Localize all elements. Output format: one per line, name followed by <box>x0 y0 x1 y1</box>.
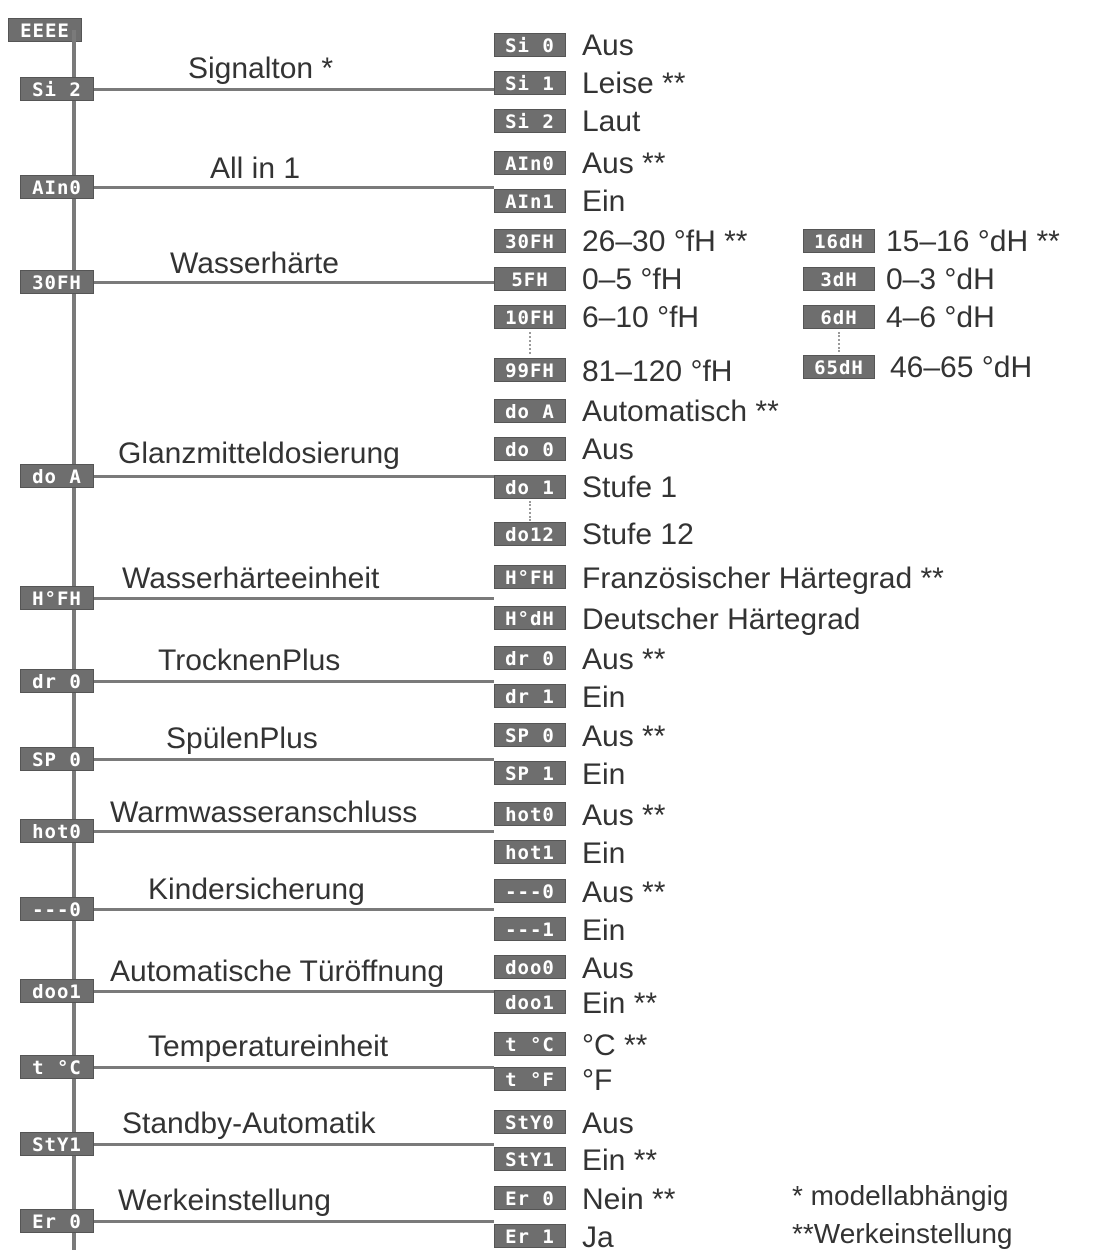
option-code: Er 1 <box>494 1224 566 1248</box>
option-text: Aus ** <box>582 147 666 180</box>
option-code: doo1 <box>494 990 566 1014</box>
option-text: Aus <box>582 952 634 985</box>
option-code: Er 0 <box>494 1186 566 1210</box>
option-text: Aus <box>582 1107 634 1140</box>
category-label-standby: Standby-Automatik <box>122 1107 376 1140</box>
branch-line-tueroeffnung <box>76 990 494 993</box>
continuation-dots <box>529 501 533 521</box>
option-text: Automatisch ** <box>582 395 779 428</box>
option-code: SP 0 <box>494 723 566 747</box>
branch-line-all-in-1 <box>76 186 494 189</box>
option-code: 10FH <box>494 305 566 329</box>
option-code: 99FH <box>494 358 566 382</box>
option-code: t °F <box>494 1067 566 1091</box>
display-code-tueroeffnung: doo1 <box>20 979 94 1003</box>
option-text: Stufe 1 <box>582 471 678 504</box>
category-label-all-in-1: All in 1 <box>210 152 301 185</box>
option-text: Ein <box>582 837 626 870</box>
option-text: Deutscher Härtegrad <box>582 603 861 636</box>
option-code: do12 <box>494 522 566 546</box>
option-text: Aus ** <box>582 876 666 909</box>
footnote-model: * modellabhängig <box>792 1180 1009 1211</box>
option-text: Ein ** <box>582 987 658 1020</box>
display-code-top: EEEE <box>8 18 82 42</box>
option-code: H°FH <box>494 565 566 589</box>
option-text: Ein ** <box>582 1144 658 1177</box>
branch-line-signalton <box>76 88 494 91</box>
option-text: Aus <box>582 29 634 62</box>
category-label-kindersicherung: Kindersicherung <box>148 873 365 906</box>
option-text: Französischer Härtegrad ** <box>582 562 944 595</box>
option-code: hot1 <box>494 840 566 864</box>
continuation-dots <box>838 332 842 352</box>
display-code-wasserhaerteeinheit: H°FH <box>20 586 94 610</box>
display-code-werkeinstellung: Er 0 <box>20 1209 94 1233</box>
option-code: hot0 <box>494 802 566 826</box>
branch-line-wasserhaerte <box>76 281 494 284</box>
category-label-glanzmittel: Glanzmitteldosierung <box>118 437 400 470</box>
footnote-default: **Werkeinstellung <box>792 1218 1013 1249</box>
option-text: °C ** <box>582 1029 648 1062</box>
category-label-wasserhaerteeinheit: Wasserhärteeinheit <box>122 562 380 595</box>
option-code: dr 1 <box>494 684 566 708</box>
category-label-trocknenplus: TrocknenPlus <box>158 644 341 677</box>
option-text: Aus <box>582 433 634 466</box>
category-label-werkeinstellung: Werkeinstellung <box>118 1184 331 1217</box>
option-code: ---0 <box>494 879 566 903</box>
option-text: 4–6 °dH <box>886 301 995 334</box>
option-code: do 0 <box>494 437 566 461</box>
option-code: AIn1 <box>494 189 566 213</box>
display-code-all-in-1: AIn0 <box>20 175 94 199</box>
option-text: Ein <box>582 185 626 218</box>
display-code-signalton: Si 2 <box>20 77 94 101</box>
category-label-temperatur: Temperatureinheit <box>148 1030 389 1063</box>
branch-line-trocknenplus <box>76 680 494 683</box>
category-label-warmwasser: Warmwasseranschluss <box>110 796 418 829</box>
option-code: SP 1 <box>494 761 566 785</box>
display-code-trocknenplus: dr 0 <box>20 669 94 693</box>
option-code: doo0 <box>494 955 566 979</box>
option-text: Ja <box>582 1221 614 1254</box>
option-text: Aus ** <box>582 799 666 832</box>
option-code: Si 0 <box>494 33 566 57</box>
branch-line-spuelenplus <box>76 758 494 761</box>
option-code: Si 2 <box>494 109 566 133</box>
category-label-spuelenplus: SpülenPlus <box>166 722 318 755</box>
option-code: StY1 <box>494 1147 566 1171</box>
option-text: °F <box>582 1064 613 1097</box>
branch-line-wasserhaerteeinheit <box>76 597 494 600</box>
option-text: 0–5 °fH <box>582 263 683 296</box>
option-text: Aus ** <box>582 643 666 676</box>
category-label-signalton: Signalton * <box>188 52 334 85</box>
option-code: 3dH <box>803 267 875 291</box>
display-code-wasserhaerte: 30FH <box>20 270 94 294</box>
option-text: 15–16 °dH ** <box>886 225 1060 258</box>
option-code: 30FH <box>494 229 566 253</box>
continuation-dots <box>529 332 533 354</box>
option-text: 81–120 °fH <box>582 355 733 388</box>
option-text: Aus ** <box>582 720 666 753</box>
display-code-glanzmittel: do A <box>20 464 94 488</box>
option-code: AIn0 <box>494 151 566 175</box>
option-text: Ein <box>582 758 626 791</box>
branch-line-standby <box>76 1143 494 1146</box>
option-code: Si 1 <box>494 71 566 95</box>
option-code: 6dH <box>803 305 875 329</box>
option-code: 5FH <box>494 267 566 291</box>
option-text: 0–3 °dH <box>886 263 995 296</box>
display-code-kindersicherung: ---0 <box>20 897 94 921</box>
branch-line-kindersicherung <box>76 908 494 911</box>
category-label-wasserhaerte: Wasserhärte <box>170 247 339 280</box>
option-code: do 1 <box>494 475 566 499</box>
option-text: Ein <box>582 681 626 714</box>
branch-line-temperatur <box>76 1066 494 1069</box>
option-code: do A <box>494 399 566 423</box>
option-code: H°dH <box>494 606 566 630</box>
option-code: 16dH <box>803 229 875 253</box>
option-text: Stufe 12 <box>582 518 694 551</box>
display-code-temperatur: t °C <box>20 1055 94 1079</box>
branch-line-werkeinstellung <box>76 1220 494 1223</box>
option-text: 26–30 °fH ** <box>582 225 748 258</box>
option-text: Leise ** <box>582 67 686 100</box>
branch-line-warmwasser <box>76 830 494 833</box>
display-code-spuelenplus: SP 0 <box>20 747 94 771</box>
branch-line-glanzmittel <box>76 475 494 478</box>
option-text: 6–10 °fH <box>582 301 700 334</box>
option-text: Laut <box>582 105 641 138</box>
option-text: Nein ** <box>582 1183 676 1216</box>
option-code: dr 0 <box>494 646 566 670</box>
display-code-standby: StY1 <box>20 1132 94 1156</box>
option-code: 65dH <box>803 355 875 379</box>
option-text: 46–65 °dH <box>890 351 1033 384</box>
option-code: t °C <box>494 1032 566 1056</box>
display-code-warmwasser: hot0 <box>20 819 94 843</box>
option-code: ---1 <box>494 917 566 941</box>
option-text: Ein <box>582 914 626 947</box>
option-code: StY0 <box>494 1110 566 1134</box>
category-label-tueroeffnung: Automatische Türöffnung <box>110 955 445 988</box>
